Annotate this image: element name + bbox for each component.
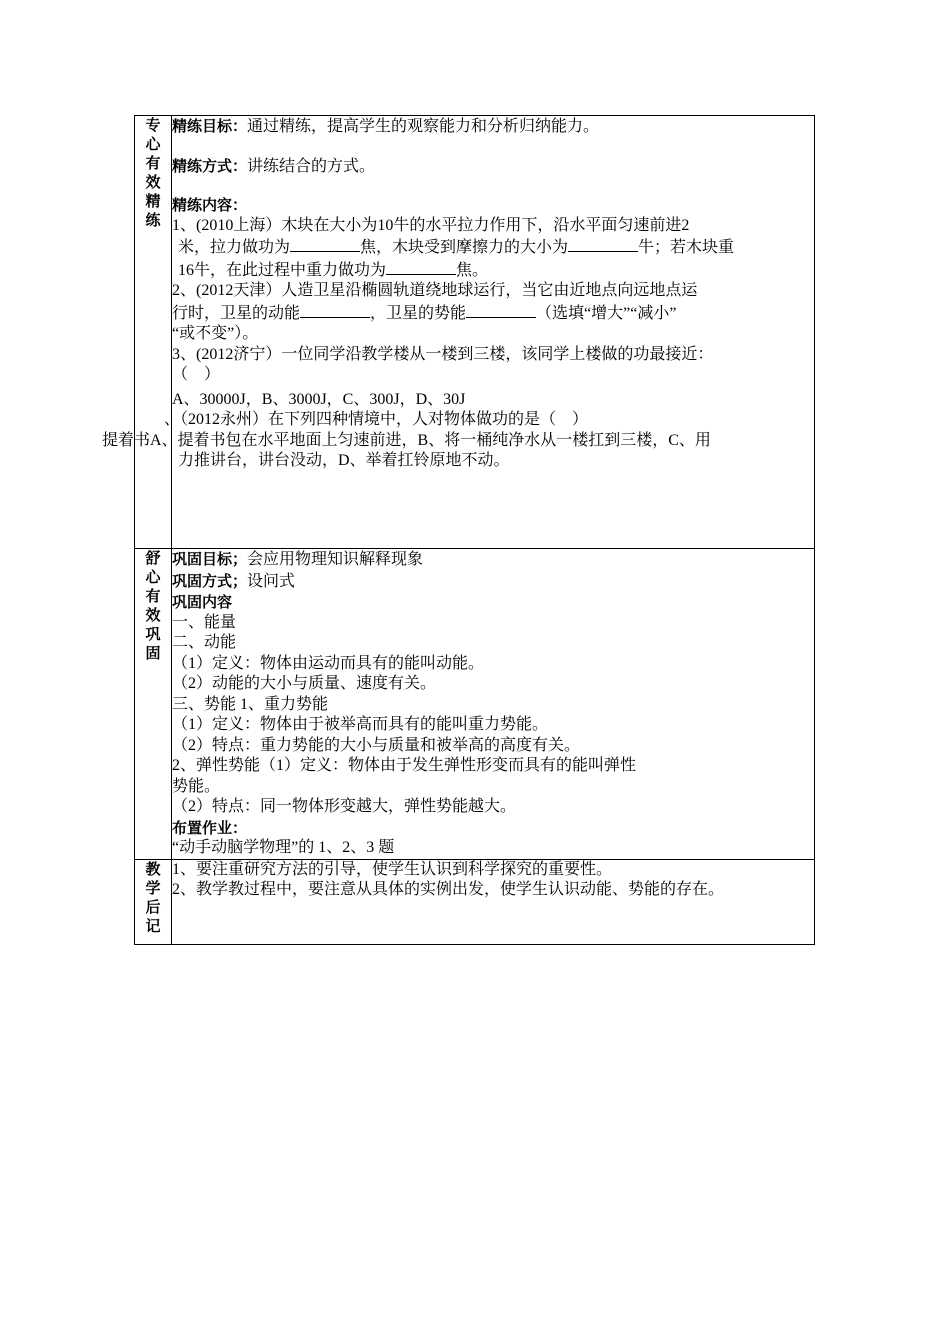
practice-method: 精练方式：讲练结合的方式。 [172,156,376,175]
side-char: 专 [145,116,161,134]
practice-content: 精练目标：通过精练，提高学生的观察能力和分析归纳能力。 精练方式：讲练结合的方式。 精练内容： 1、(2010上海）木块在大小为10牛的水平拉力作用下，沿水平面匀速前进2 米，拉力做功为 焦，木块受到摩擦力的大小为 牛；若木块重 16牛，在此过程中重力做功为 焦。 2、(2012天津）人造卫星沿椭圆轨道绕地球运行，当它由近地点向远地点运 行时，卫星的动能 ，卫星的势能 （选填“增大”“减小” “或不变”）。 3、(2012济宁）一位同学沿教学楼从一楼到三楼，该同学上楼做的功最接近： （ ） A、30000J，B、3000J，C、300J，D、30J 、（2012永州）在下列四种情境中，人对物体做功的是（ ） 提着书A、提着书包在水平地面上匀速前进，B、将一桶纯净水从一楼扛到三楼，C、用 力推讲台，讲台没动，D、举着扛铃原地不动。 [172,116,815,549]
side-char: 心 [145,568,161,586]
consolidation-method: 巩固方式；设问式 [172,571,296,590]
question-3: 3、(2012济宁）一位同学沿教学楼从一楼到三楼，该同学上楼做的功最接近： [172,345,714,363]
content-line: （1）定义：物体由运动而具有的能叫动能。 [172,654,485,672]
practice-goal: 精练目标：通过精练，提高学生的观察能力和分析归纳能力。 [172,117,600,135]
content-line: （1）定义：物体由于被举高而具有的能叫重力势能。 [172,716,549,733]
question-1: 1、(2010上海）木块在大小为10牛的水平拉力作用下，沿水平面匀速前进2 [172,216,690,234]
side-char: 精 [145,192,161,210]
reflection-row [135,859,815,944]
side-char: 学 [145,878,161,897]
consolidation-row [135,549,815,860]
practice-side-label [135,116,172,549]
content-line: 三、势能 1、重力势能 [172,695,329,713]
content-line: 一、能量 [172,613,237,631]
question-2: 2、(2012天津）人造卫星沿椭圆轨道绕地球运行，当它由近地点向远地点运 [172,282,698,299]
content-line: （2）动能的大小与质量、速度有关。 [172,675,437,692]
practice-content-heading: 精练内容： [172,196,248,214]
side-char: 后 [145,897,161,916]
side-char: 教 [145,859,161,878]
consolidation-side-label [135,549,172,860]
side-char: 有 [145,587,161,605]
reflection-side-label [135,859,172,944]
answer-blank[interactable] [386,259,456,275]
answer-blank[interactable] [290,236,360,252]
side-char: 效 [145,606,161,624]
reflection-content [172,859,815,944]
homework-heading: 布置作业： [172,818,248,837]
reflection-line: 2、教学教过程中，要注意从具体的实例出发，使学生认识动能、势能的存在。 [172,881,725,898]
consolidation-content [172,549,815,860]
practice-row [135,116,815,549]
side-char: 心 [145,135,161,153]
side-char: 练 [145,211,161,229]
side-char: 效 [145,173,161,191]
side-char: 固 [145,644,161,662]
answer-blank[interactable] [568,236,638,252]
side-char: 记 [145,916,161,935]
reflection-line: 1、要注重研究方法的引导，使学生认识到科学探究的重要性。 [172,860,613,878]
lesson-plan-table [102,115,815,945]
homework-text: “动手动脑学物理”的 1、2、3 题 [172,839,395,856]
side-char: 舒 [145,549,161,567]
question-4: 、（2012永州）在下列四种情境中，人对物体做功的是（ ） [164,411,589,428]
content-line: 二、动能 [172,634,237,651]
consolidation-goal: 巩固目标；会应用物理知识解释现象 [172,550,424,568]
content-line: 2、弹性势能（1）定义：物体由于发生弹性形变而具有的能叫弹性 [172,757,637,774]
content-line: （2）特点：同一物体形变越大，弹性势能越大。 [172,798,517,815]
content-line: （2）特点：重力势能的大小与质量和被举高的高度有关。 [172,736,581,754]
answer-blank[interactable] [466,302,536,318]
consolidation-content-heading: 巩固内容 [172,593,233,611]
side-char: 巩 [145,625,161,643]
side-char: 有 [145,154,161,172]
answer-blank[interactable] [300,302,370,318]
content-line: 势能。 [172,777,221,795]
